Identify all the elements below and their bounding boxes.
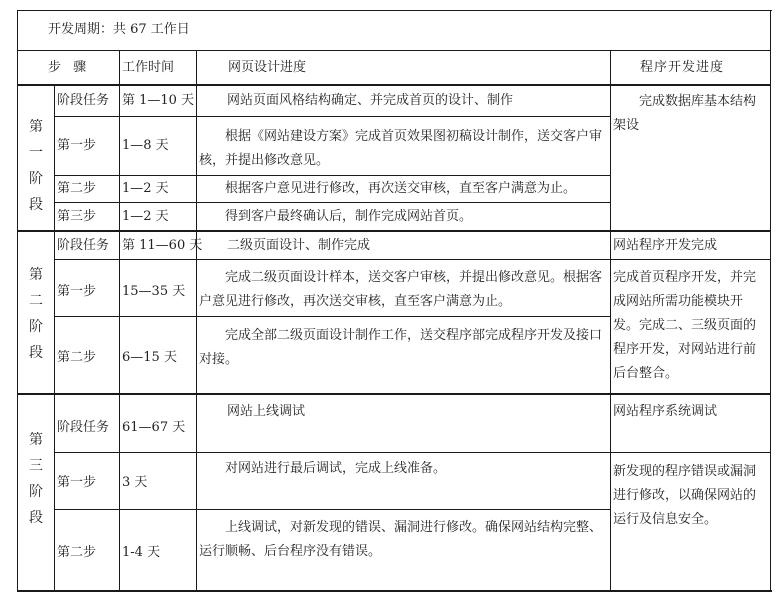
step-desc: 根据《网站建设方案》完成首页效果图初稿设计制作，送交客户审核，并提出修改意见。 <box>199 129 603 168</box>
step-name: 第二步 <box>57 181 97 196</box>
header-time: 工作时间 <box>122 60 175 75</box>
step-name: 第一步 <box>57 284 97 299</box>
step-time: 3 天 <box>122 475 148 490</box>
stage-task-time: 61—67 天 <box>122 420 186 435</box>
step-desc: 完成全部二级页面设计制作工作，送交程序部完成程序开发及接口对接。 <box>199 328 603 367</box>
stage-task-desc: 网站页面风格结构确定、并完成首页的设计、制作 <box>227 93 514 108</box>
stage-task-time: 第 1—10 天 <box>122 93 195 108</box>
step-name: 第一步 <box>57 138 97 153</box>
step-desc: 根据客户意见进行修改，再次送交审核，直至客户满意为止。 <box>225 181 577 196</box>
header-web: 网页设计进度 <box>228 60 307 75</box>
program-progress: 新发现的程序错误或漏洞进行修改，以确保网站的运行及信息安全。 <box>613 464 757 527</box>
program-progress: 完成数据库基本结构架设 <box>613 94 757 133</box>
border-top <box>17 10 772 11</box>
page-title: 开发周期：共 67 工作日 <box>48 22 190 37</box>
step-time: 1—2 天 <box>122 209 169 224</box>
step-desc: 完成二级页面设计样本，送交客户审核，并提出修改意见。根据客户意见进行修改，再次送交审核，直至客户满意为止。 <box>199 270 603 309</box>
program-title: 网站程序系统调试 <box>613 404 718 419</box>
stage-task-desc: 网站上线调试 <box>227 404 306 419</box>
stage-task-label: 阶段任务 <box>57 420 110 435</box>
step-time: 6—15 天 <box>122 350 177 365</box>
step-time: 1—8 天 <box>122 138 169 153</box>
header-program: 程序开发进度 <box>640 60 725 75</box>
step-time: 1—2 天 <box>122 181 169 196</box>
step-name: 第一步 <box>57 475 97 490</box>
step-desc: 对网站进行最后调试，完成上线准备。 <box>225 461 447 476</box>
border-right <box>770 10 771 591</box>
step-time: 1-4 天 <box>122 545 161 560</box>
border-left <box>17 10 18 591</box>
border-bottom <box>17 590 772 592</box>
step-name: 第三步 <box>57 209 97 224</box>
stage-task-label: 阶段任务 <box>57 238 110 253</box>
step-name: 第二步 <box>57 545 97 560</box>
header-step: 步 骤 <box>48 60 91 75</box>
stage-task-desc: 二级页面设计、制作完成 <box>227 238 371 253</box>
step-time: 15—35 天 <box>122 284 186 299</box>
program-title: 网站程序开发完成 <box>613 238 718 253</box>
stage-task-time: 第 11—60 天 <box>122 238 203 253</box>
step-name: 第二步 <box>57 350 97 365</box>
step-desc: 得到客户最终确认后，制作完成网站首页。 <box>225 209 473 224</box>
stage-task-label: 阶段任务 <box>57 93 110 108</box>
step-desc: 上线调试，对新发现的错误、漏洞进行修改。确保网站结构完整、运行顺畅、后台程序没有错误。 <box>199 520 603 559</box>
program-progress: 完成首页程序开发，并完成网站所需功能模块开发。完成二、三级页面的程序开发，对网站进行前后台整合。 <box>613 270 757 381</box>
